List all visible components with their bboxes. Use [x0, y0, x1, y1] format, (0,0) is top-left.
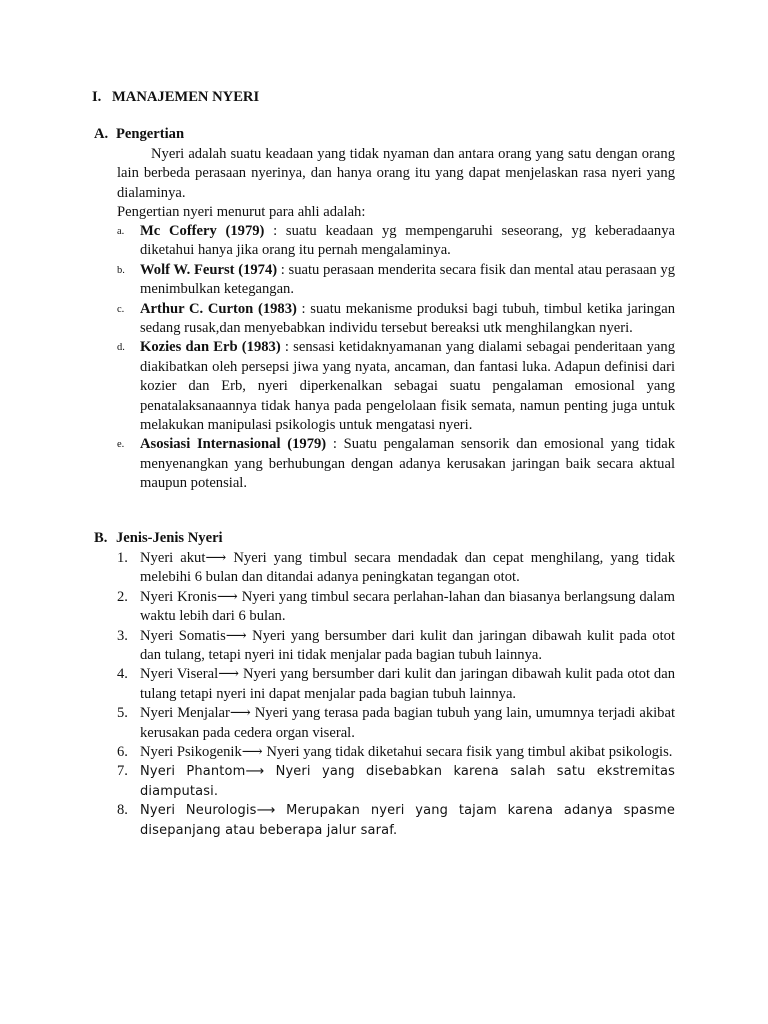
list-marker: 4.: [117, 666, 128, 683]
pain-type-description: Nyeri Psikogenik⟶ Nyeri yang tidak diketahui secara fisik yang timbul akibat psikologis.: [140, 744, 673, 761]
section-a-title: Pengertian: [116, 126, 185, 142]
list-item: [117, 801, 675, 840]
expert-name: Mc Coffery (1979): [140, 223, 265, 239]
pain-type-description: Nyeri Somatis⟶ Nyeri yang bersumber dari kulit dan jaringan dibawah kulit pada otot dan tulang, tetapi nyeri ini tidak menjalar pada bagian tubuh lainnya.: [140, 627, 675, 664]
list-marker: d.: [117, 342, 125, 354]
pain-type-description: Nyeri Phantom⟶ Nyeri yang disebabkan karena salah satu ekstremitas diamputasi.: [140, 764, 675, 799]
list-marker: a.: [117, 226, 125, 237]
experts-intro: Pengertian nyeri menurut para ahli adalah:: [117, 204, 366, 220]
expert-definitions-list: [117, 222, 675, 494]
list-item: [117, 704, 675, 743]
list-item: [117, 435, 675, 493]
list-item: [117, 743, 675, 762]
list-item: [117, 762, 675, 801]
pain-type-description: Nyeri Kronis⟶ Nyeri yang timbul secara perlahan-lahan dan biasanya berlangsung dalam waktu lebih dari 6 bulan.: [140, 588, 675, 625]
list-item: [117, 549, 675, 588]
main-heading: [92, 88, 259, 107]
list-item: [117, 300, 675, 339]
list-marker: 5.: [117, 705, 128, 722]
main-heading-number: I.: [92, 89, 102, 105]
list-item: [117, 338, 675, 435]
expert-definition: : suatu mekanisme produksi bagi tubuh, timbul ketika jaringan sedang rusak,dan menyebabkan individu tersebut bereaksi utk menghilangkan nyeri.: [140, 300, 675, 337]
pain-type-description: Nyeri Menjalar⟶ Nyeri yang terasa pada bagian tubuh yang lain, umumnya terjadi akibat kerusakan pada cedera organ viseral.: [140, 705, 675, 741]
section-a-heading: [94, 125, 184, 144]
list-marker: 1.: [117, 550, 128, 566]
list-marker: 8.: [117, 802, 128, 819]
expert-definition: : suatu perasaan menderita secara fisik dan mental atau perasaan yg menimbulkan ketegangan.: [140, 261, 675, 298]
section-a-letter: A.: [94, 126, 109, 142]
expert-name: Asosiasi Internasional (1979): [140, 436, 327, 453]
pain-types-list: [117, 549, 675, 840]
pain-type-description: Nyeri akut⟶ Nyeri yang timbul secara mendadak dan cepat menghilang, yang tidak melebihi 6 bulan dan ditandai adanya peningkatan tegangan otot.: [140, 550, 675, 586]
list-marker: b.: [117, 264, 125, 276]
definition-paragraph: Nyeri adalah suatu keadaan yang tidak nyaman dan antara orang yang satu dengan orang lain berbeda perasaan nyerinya, dan hanya orang itu yang dapat menjelaskan rasa nyeri yang dialaminya.: [117, 146, 675, 201]
list-marker: 6.: [117, 744, 128, 761]
list-item: [117, 588, 675, 627]
expert-name: Arthur C. Curton (1983): [140, 300, 297, 317]
section-b-heading: [94, 529, 223, 548]
section-b-title: Jenis-Jenis Nyeri: [116, 530, 223, 546]
list-item: [117, 261, 675, 300]
expert-name: Kozies dan Erb (1983): [140, 339, 281, 356]
main-heading-title: MANAJEMEN NYERI: [112, 89, 260, 105]
list-marker: c.: [117, 303, 125, 315]
list-marker: e.: [117, 439, 125, 451]
list-marker: 3.: [117, 627, 128, 644]
list-marker: 2.: [117, 588, 128, 605]
pain-type-description: Nyeri Neurologis⟶ Merupakan nyeri yang tajam karena adanya spasme disepanjang atau beberapa jalur saraf.: [140, 803, 675, 838]
list-marker: 7.: [117, 763, 128, 780]
section-b-letter: B.: [94, 530, 108, 546]
list-item: [117, 627, 675, 666]
list-item: [117, 665, 675, 704]
expert-name: Wolf W. Feurst (1974): [140, 261, 278, 278]
expert-definition: : Suatu pengalaman sensorik dan emosional yang tidak menyenangkan yang berhubungan dengan adanya kerusakan jaringan baik secara aktual maupun potensial.: [140, 436, 675, 492]
expert-definition: : sensasi ketidaknyamanan yang dialami sebagai penderitaan yang diakibatkan oleh persepsi jiwa yang nyata, ancaman, dan fantasi luka. Adapun definisi dari kozier dan Erb, nyeri diperkenalkan sebagai suatu pengalaman emosional yang penatalaksanaannya tidak hanya pada pengelolaan fisik semata, namun penting juga untuk melakukan manipulasi psikologis untuk mengatasi nyeri.: [140, 339, 676, 434]
expert-definition: : suatu keadaan yg mempengaruhi seseorang, yg keberadaanya diketahui hanya jika orang itu pernah mengalaminya.: [140, 223, 676, 259]
list-item: [117, 222, 675, 261]
pain-type-description: Nyeri Viseral⟶ Nyeri yang bersumber dari kulit dan jaringan dibawah kulit pada otot dan tulang tetapi nyeri ini dapat menjalar pada bagian tubuh lainnya.: [140, 666, 675, 702]
